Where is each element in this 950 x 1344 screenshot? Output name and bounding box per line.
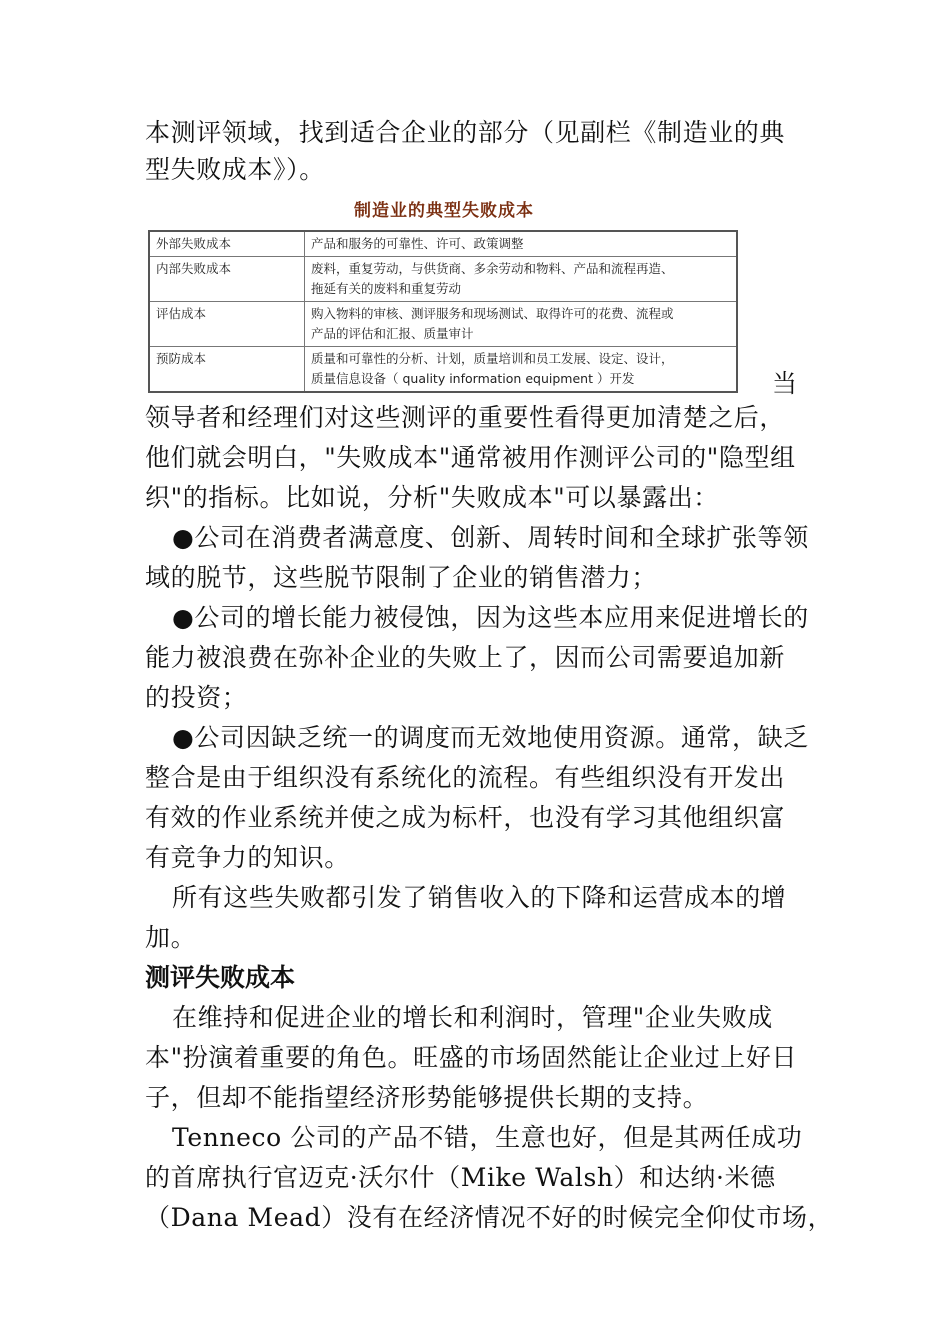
paragraph-line: 本"扮演着重要的角色。旺盛的市场固然能让企业过上好日 [145, 1043, 798, 1072]
paragraph-line: 域的脱节，这些脱节限制了企业的销售潜力； [145, 563, 658, 592]
paragraph-line: 有效的作业系统并使之成为标杆，也没有学习其他组织富 [145, 803, 786, 832]
table-cell-line: 质量信息设备（ quality information equipment ）开发 [311, 371, 635, 386]
table-cell-items [305, 231, 738, 257]
table-cell-items [305, 257, 738, 302]
table-cell-line: 废料，重复劳动，与供货商、多余劳动和物料、产品和流程再造、 [311, 261, 674, 276]
paragraph-line: 织"的指标。比如说，分析"失败成本"可以暴露出： [145, 483, 719, 512]
table-cell-items [305, 347, 738, 393]
bullet-line: ●公司因缺乏统一的调度而无效地使用资源。通常，缺乏 [172, 723, 809, 752]
cost-table-figure [148, 192, 740, 386]
table-cell-line: 产品的评估和汇报、质量审计 [311, 326, 474, 341]
paragraph-line: 所有这些失败都引发了销售收入的下降和运营成本的增 [172, 883, 787, 912]
paragraph-line: 在维持和促进企业的增长和利润时，管理"企业失败成 [172, 1003, 773, 1032]
figure-title: 制造业的典型失败成本 [354, 201, 534, 221]
table-cell-line: 购入物料的审核、测评服务和现场测试、取得许可的花费、流程或 [311, 306, 674, 321]
section-heading: 测评失败成本 [145, 963, 296, 992]
bullet-line: ●公司在消费者满意度、创新、周转时间和全球扩张等领 [172, 523, 809, 552]
table-cell-line: 质量和可靠性的分析、计划，质量培训和员工发展、设定、设计， [311, 351, 674, 366]
intro-line-2: 型失败成本》）。 [145, 155, 325, 184]
table-row [149, 231, 737, 257]
table-row [149, 257, 737, 302]
paragraph-line: 的投资； [145, 683, 248, 712]
table-cell-items [305, 302, 738, 347]
table-cell-category: 内部失败成本 [149, 257, 305, 302]
table-cell-line: 拖延有关的废料和重复劳动 [311, 281, 462, 296]
paragraph-line: 领导者和经理们对这些测评的重要性看得更加清楚之后， [145, 403, 786, 432]
cost-table [148, 230, 738, 393]
trailing-char: 当 [772, 369, 798, 398]
table-cell-category: 评估成本 [149, 302, 305, 347]
table-row [149, 347, 737, 393]
table-row [149, 302, 737, 347]
bullet-line: ●公司的增长能力被侵蚀，因为这些本应用来促进增长的 [172, 603, 809, 632]
paragraph-line: 能力被浪费在弥补企业的失败上了，因而公司需要追加新 [145, 643, 786, 672]
paragraph-line: 他们就会明白，"失败成本"通常被用作测评公司的"隐型组 [145, 443, 796, 472]
paragraph-line: 加。 [145, 923, 197, 952]
paragraph-line: 整合是由于组织没有系统化的流程。有些组织没有开发出 [145, 763, 786, 792]
paragraph-line: Tenneco 公司的产品不错，生意也好，但是其两任成功 [172, 1123, 803, 1152]
table-cell-category: 预防成本 [149, 347, 305, 393]
paragraph-line: 的首席执行官迈克·沃尔什（Mike Walsh）和达纳·米德 [145, 1163, 776, 1192]
paragraph-line: 有竞争力的知识。 [145, 843, 350, 872]
table-cell-category: 外部失败成本 [149, 231, 305, 257]
table-cell-line: 产品和服务的可靠性、许可、政策调整 [311, 236, 524, 251]
paragraph-line: （Dana Mead）没有在经济情况不好的时候完全仰仗市场， [145, 1203, 834, 1232]
paragraph-line: 子，但却不能指望经济形势能够提供长期的支持。 [145, 1083, 709, 1112]
intro-line-1: 本测评领域，找到适合企业的部分（见副栏《制造业的典 [145, 118, 786, 147]
